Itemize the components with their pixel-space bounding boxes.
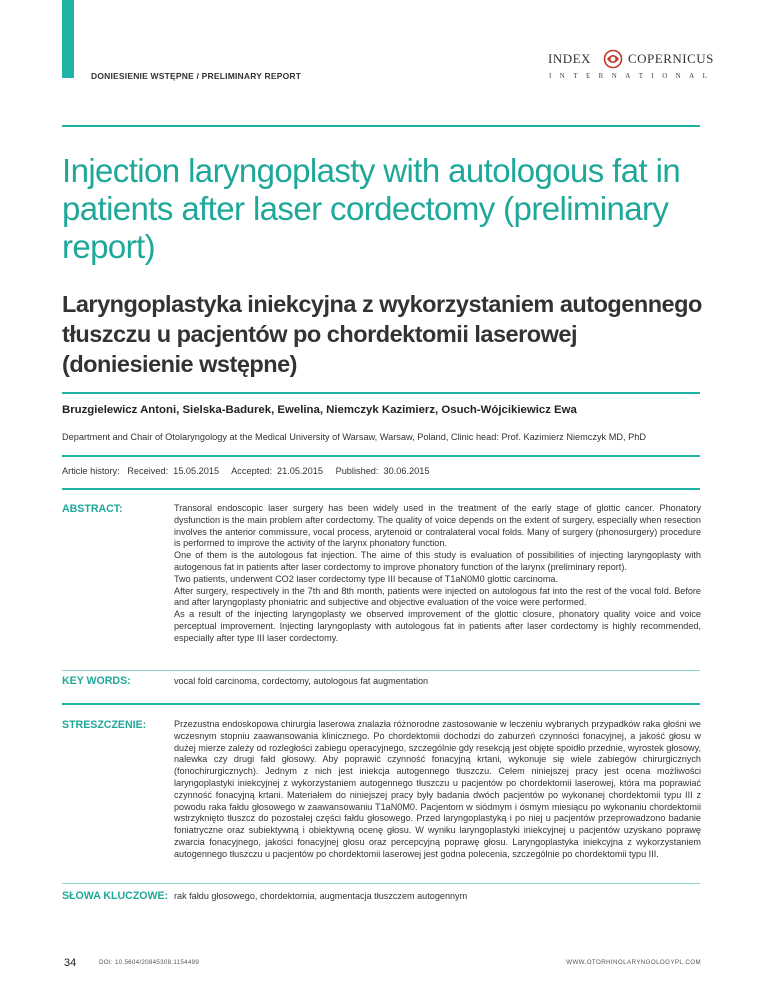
received-date: 15.05.2015 <box>173 466 220 476</box>
published-label: Published: <box>335 466 379 476</box>
section-label: DONIESIENIE WSTĘPNE / PRELIMINARY REPORT <box>91 71 302 81</box>
article-history <box>62 466 439 476</box>
logo-letter: N <box>611 72 617 80</box>
slowa-text: rak fałdu głosowego, chordektomia, augmentacja tłuszczem autogennym <box>174 891 468 901</box>
divider <box>62 670 700 671</box>
logo-subtitle <box>549 72 707 80</box>
slowa-heading: SŁOWA KLUCZOWE: <box>62 890 169 902</box>
page-number: 34 <box>64 957 77 969</box>
published-date: 30.06.2015 <box>383 466 430 476</box>
divider <box>62 455 700 457</box>
divider <box>62 883 700 884</box>
keywords-heading: KEY WORDS: <box>62 675 131 687</box>
logo-letter: N <box>675 72 681 80</box>
abstract-heading: ABSTRACT: <box>62 503 123 515</box>
accepted-label: Accepted: <box>231 466 273 476</box>
abstract-paragraph: Transoral endoscopic laser surgery has been widely used in the treatment of the early stage of glottic cancer. Phonatory dysfunction is the main problem after cordectomy. The quality of voice depends on the extent of surgery, especially when resection involves the anterior commissure, vocal process, arytenoid or contralateral vocal folds. Many of surgery (phonosurgery) procedure is performed to improve the activity of the larynx phonatory function. <box>174 503 701 549</box>
logo-letter: E <box>585 72 591 80</box>
abstract-paragraph: After surgery, respectively in the 7th and 8th month, patients were injected on autologous fat into the rest of the vocal fold. Before and after laryngoplasty phoniatric and subjective and objective evaluation of the voice were performed. <box>174 585 701 608</box>
logo-word-copernicus: COPERNICUS <box>628 51 714 66</box>
history-label: Article history: <box>62 466 120 476</box>
logo-letter: L <box>702 72 707 80</box>
doi: DOI: 10.5604/20845308.1154499 <box>99 959 200 966</box>
streszczenie-text: Przezustna endoskopowa chirurgia laserowa znalazła różnorodne zastosowanie w leczeniu wybranych przypadków raka głośni we wczesnym stopniu zaawansowania klinicznego. Po chordektomii dochodzi do zaburzeń czynności fonacyjnej, a jakość głosu w dużej mierze zależy od rozległości zabiegu operacyjnego, szczególnie gdy resekcją jest objęte spoidło przednie, wyrostek głosowy, nalewka czy drugi fałd głosowy. Aby poprawić czynność fonacyjną krtani, wykonuje się wiele zabiegów chirurgicznych (fonochirurgicznych). Jednym z nich jest iniekcja autogennego tłuszczu. Celem niniejszej pracy jest ocena możliwości laryngoplastyki iniekcyjnej z wykorzystaniem autogennego tłuszczu u pacjentów po chordektomii laserowej, która ma poprawiać czynność fonacyjną krtani. Materiałem do niniejszej pracy były badania dwóch pacjentów po wykonanej chordektomii typu III z powodu raka fałdu głosowego w zaawansowaniu T1aN0M0. Pacjentom w siódmym i ósmym miesiącu po wykonaniu chordektomii wstrzyknięto tłuszcz do pozostałej części fałdu głosowego. Przed laryngoplastyką i po niej u pacjentów przeprowadzono badanie foniatryczne oraz subiektywną i obiektywną ocenę głosu. W wyniku laryngoplastyki iniekcyjnej u pacjentów uzyskano poprawę zwarcia fonacyjnego, jakości fonacyjnej głosu oraz percepcyjną poprawę głosu. Laryngoplastyka iniekcyjna z wykorzystaniem autogennego tłuszczu u pacjentów po chordektomii laserowej jest godna polecenia, szczególnie po chordektomii typu III. <box>174 719 701 859</box>
logo-word-index: INDEX <box>548 51 591 66</box>
affiliation: Department and Chair of Otolaryngology at the Medical University of Warsaw, Warsaw, Poland, Clinic head: Prof. Kazimierz Niemczyk MD, PhD <box>62 432 646 442</box>
divider <box>62 488 700 490</box>
abstract-body <box>174 503 701 645</box>
abstract-paragraph: Two patients, underwent CO2 laser cordectomy type III because of T1aN0M0 glottic carcinoma. <box>174 573 558 584</box>
logo-letter: T <box>573 72 578 80</box>
logo-mark-icon <box>603 49 623 69</box>
received-label: Received: <box>127 466 169 476</box>
article-subtitle: Laryngoplastyka iniekcyjna z wykorzystaniem autogennego tłuszczu u pacjentów po chordektomii laserowej (doniesienie wstępne) <box>62 291 702 377</box>
authors: Bruzgielewicz Antoni, Sielska-Badurek, Ewelina, Niemczyk Kazimierz, Osuch-Wójcikiewicz Ewa <box>62 404 577 416</box>
article-title: Injection laryngoplasty with autologous fat in patients after laser cordectomy (preliminary report) <box>62 152 681 265</box>
logo-letter: I <box>651 72 654 80</box>
accepted-date: 21.05.2015 <box>277 466 323 476</box>
streszczenie-heading: STRESZCZENIE: <box>62 719 147 731</box>
divider <box>62 125 700 127</box>
logo-letter: A <box>689 72 695 80</box>
logo-letter: N <box>559 72 565 80</box>
logo-letter: R <box>598 72 604 80</box>
divider <box>62 703 700 705</box>
divider <box>62 392 700 394</box>
abstract-paragraph: One of them is the autologous fat injection. The aime of this study is evaluation of possibilities of injecting laryngoplasty with autogenous fat in patients after laser cordectomy to improve phonatory function of the larynx (preliminary report). <box>174 550 701 572</box>
keywords-text: vocal fold carcinoma, cordectomy, autologous fat augmentation <box>174 676 429 686</box>
logo-letter: O <box>662 72 668 80</box>
abstract-paragraph: As a result of the injecting laryngoplasty we observed improvement of the glottic closure, phonatory quality voice and voice perceptual improvement. Injecting laryngoplasty with autologous fat in patients after laser cordectomy is highly recommended, especially after type III laser cordectomy. <box>174 609 701 643</box>
journal-url[interactable]: WWW.OTORHINOLARYNGOLOGYPL.COM <box>566 959 701 966</box>
accent-bar <box>62 0 74 78</box>
index-copernicus-logo <box>548 48 714 84</box>
logo-letter: T <box>638 72 643 80</box>
logo-letter: A <box>625 72 631 80</box>
logo-letter: I <box>549 72 552 80</box>
